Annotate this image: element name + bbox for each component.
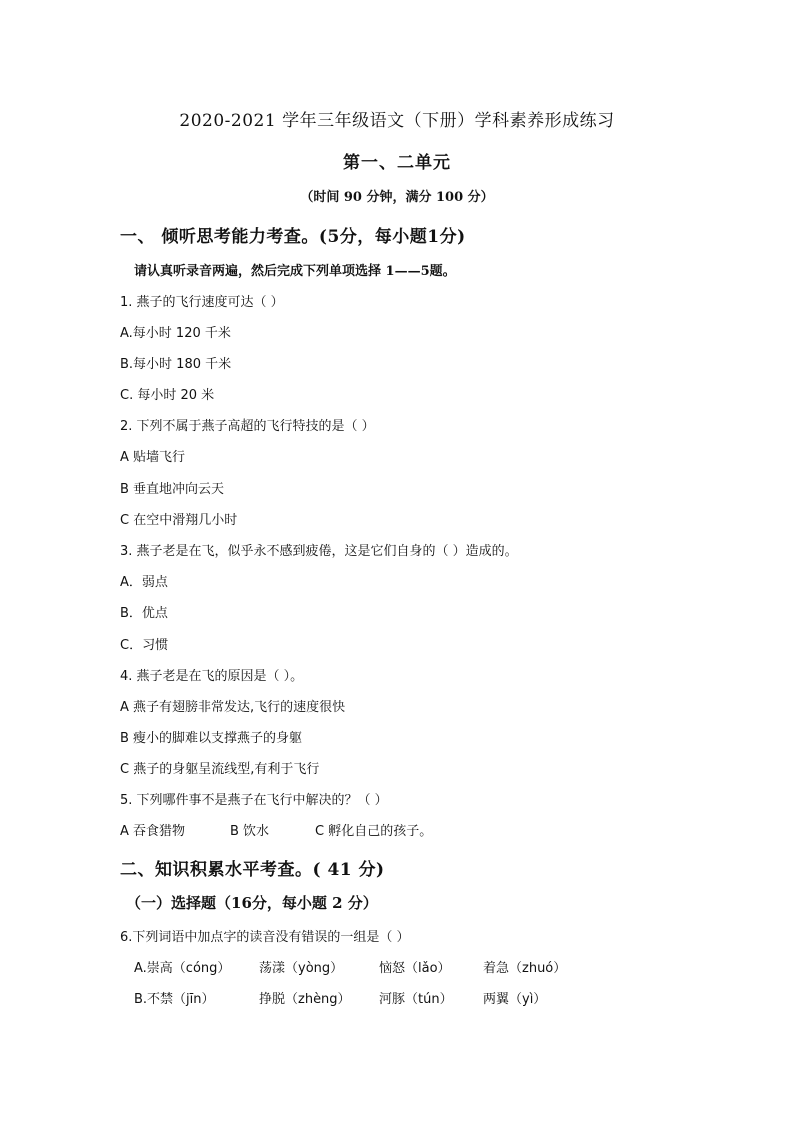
question-1: 1. 燕子的飞行速度可达（ ） [120, 295, 284, 310]
option-line: B 瘦小的脚难以支撑燕子的身躯 [120, 731, 303, 746]
option-line: C．习惯 [120, 638, 169, 653]
row-a-word-4: 着急（zhuó） [483, 961, 567, 976]
exam-title: 2020-2021 学年三年级语文（下册）学科素养形成练习 [179, 111, 615, 131]
option-line: C 燕子的身躯呈流线型,有利于飞行 [120, 762, 320, 777]
row-b-word-2: 挣脱（zhèng） [259, 992, 351, 1007]
question-5: 5. 下列哪件事不是燕子在飞行中解决的？（ ） [120, 793, 388, 808]
option-line: A 贴墙飞行 [120, 450, 186, 465]
row-b-word-3: 河豚（tún） [379, 992, 453, 1007]
row-b-word-4: 两翼（yì） [483, 992, 547, 1007]
choice-subsection-heading: （一）选择题（16分，每小题 2 分） [126, 894, 378, 912]
question-3: 3. 燕子老是在飞，似乎永不感到疲倦，这是它们自身的（ ）造成的。 [120, 544, 518, 559]
option-line: B.每小时 180 千米 [120, 357, 232, 372]
unit-title: 第一、二单元 [343, 153, 451, 173]
q5-option-a: A 吞食猎物 [120, 824, 186, 839]
option-line: C. 每小时 20 米 [120, 388, 215, 403]
time-info: （时间 90 分钟，满分 100 分） [300, 190, 494, 205]
question-4: 4. 燕子老是在飞的原因是（ ）。 [120, 669, 304, 684]
q5-option-c: C 孵化自己的孩子。 [315, 824, 433, 839]
section-2-heading: 二、知识积累水平考查。( 41 分) [120, 860, 385, 880]
listening-instruction: 请认真听录音两遍，然后完成下列单项选择 1——5题。 [134, 264, 456, 279]
q5-option-b: B 饮水 [230, 824, 270, 839]
row-b-word-1: B.不禁（jīn） [134, 992, 215, 1007]
row-a-word-3: 恼怒（lǎo） [379, 961, 451, 976]
question-2: 2. 下列不属于燕子高超的飞行特技的是（ ） [120, 419, 375, 434]
option-line: A 燕子有翅膀非常发达,飞行的速度很快 [120, 700, 346, 715]
question-6: 6.下列词语中加点字的读音没有错误的一组是（ ） [120, 930, 410, 945]
row-a-word-1: A.崇高（cóng） [134, 961, 231, 976]
option-line: A.每小时 120 千米 [120, 326, 231, 341]
option-line: C 在空中滑翔几小时 [120, 513, 238, 528]
option-line: A．弱点 [120, 575, 168, 590]
row-a-word-2: 荡漾（yòng） [259, 961, 344, 976]
section-1-heading: 一、 倾听思考能力考查。(5分，每小题1分) [120, 227, 466, 247]
option-line: B 垂直地冲向云天 [120, 482, 225, 497]
option-line: B．优点 [120, 606, 168, 621]
